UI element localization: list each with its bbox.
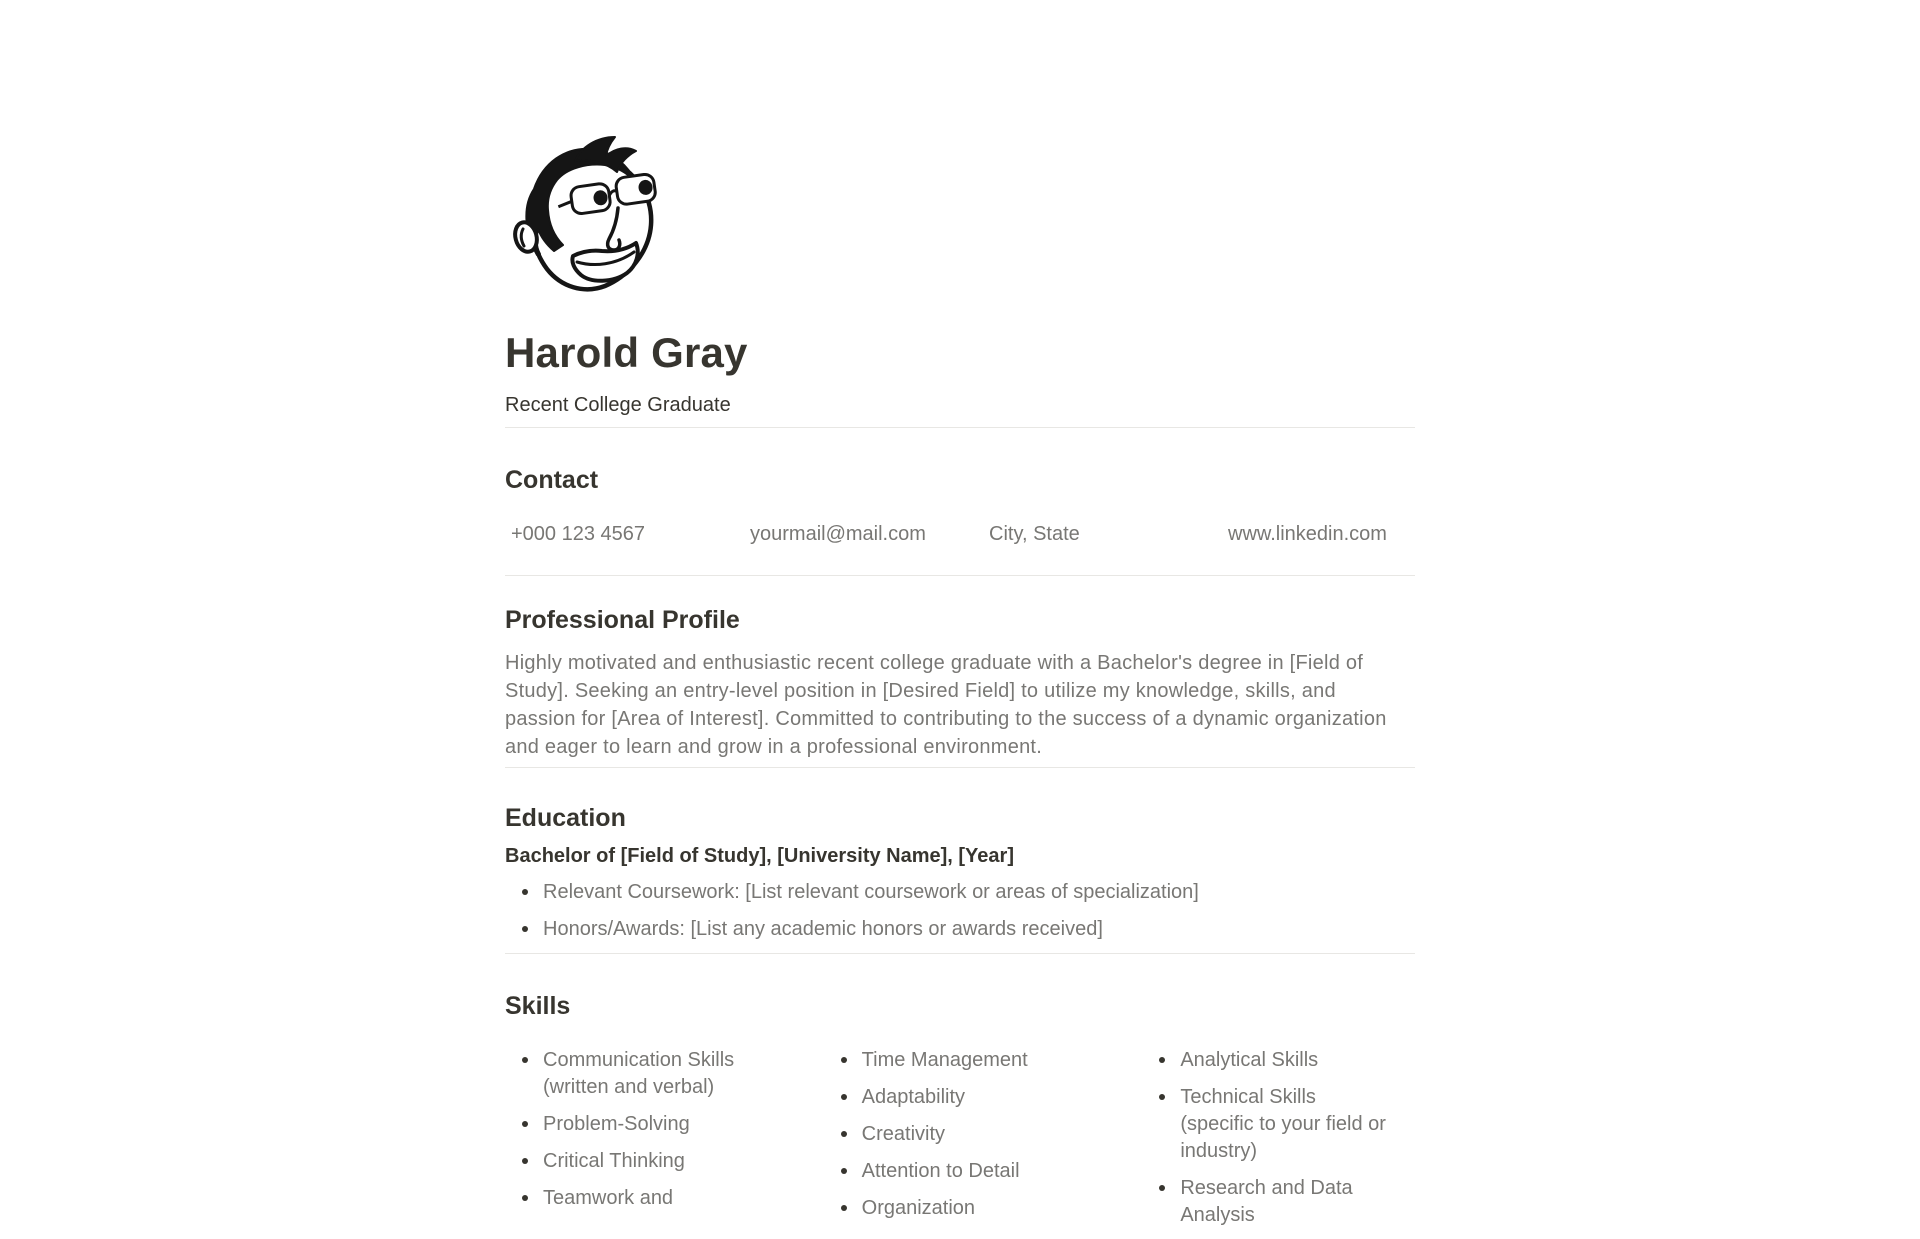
list-item: Relevant Coursework: [List relevant coursework or areas of specialization]	[505, 879, 1415, 906]
profile-text: Highly motivated and enthusiastic recent college graduate with a Bachelor's degree in [Field of Study]. Seeking an entry-level position in [Desired Field] to utilize my knowledge, skills, and passion for [Area of Interest]. Committed to contributing to the success of a dynamic organization and eager to learn and grow in a professional environment.	[505, 652, 1387, 758]
contact-row	[505, 521, 1415, 548]
divider	[505, 767, 1415, 768]
contact-heading: Contact	[505, 466, 599, 494]
list-item: Organization	[824, 1195, 1072, 1222]
list-item: Analytical Skills	[1142, 1047, 1390, 1074]
skills-heading: Skills	[505, 992, 571, 1020]
list-item: Honors/Awards: [List any academic honors or awards received]	[505, 916, 1415, 943]
list-item: Technical Skills (specific to your field or industry)	[1142, 1084, 1390, 1165]
education-heading: Education	[505, 804, 626, 832]
list-item: Time Management	[824, 1047, 1072, 1074]
skills-columns	[505, 1047, 1415, 1239]
list-item: Adaptability	[824, 1084, 1072, 1111]
education-list	[505, 879, 1415, 943]
avatar-illustration	[507, 135, 667, 292]
page-title: Harold Gray	[505, 329, 748, 376]
list-item: Creativity	[824, 1121, 1072, 1148]
list-item: Attention to Detail	[824, 1158, 1072, 1185]
skills-column-3	[1142, 1047, 1415, 1239]
contact-linkedin[interactable]: www.linkedin.com	[1228, 523, 1387, 545]
divider	[505, 953, 1415, 954]
contact-location: City, State	[989, 523, 1080, 545]
list-item: Communication Skills (written and verbal)	[505, 1047, 753, 1101]
list-item: Problem-Solving	[505, 1111, 753, 1138]
list-item: Teamwork and	[505, 1185, 753, 1212]
education-degree: Bachelor of [Field of Study], [University Name], [Year]	[505, 845, 1014, 867]
resume-page	[505, 0, 1415, 1239]
list-item: Research and Data Analysis	[1142, 1175, 1390, 1229]
divider	[505, 575, 1415, 576]
profile-heading: Professional Profile	[505, 606, 740, 634]
skills-column-2	[824, 1047, 1097, 1232]
skills-column-1	[505, 1047, 778, 1222]
contact-phone: +000 123 4567	[511, 523, 646, 545]
subtitle: Recent College Graduate	[505, 394, 731, 416]
divider	[505, 427, 1415, 428]
list-item: Critical Thinking	[505, 1148, 753, 1175]
contact-email[interactable]: yourmail@mail.com	[750, 523, 926, 545]
